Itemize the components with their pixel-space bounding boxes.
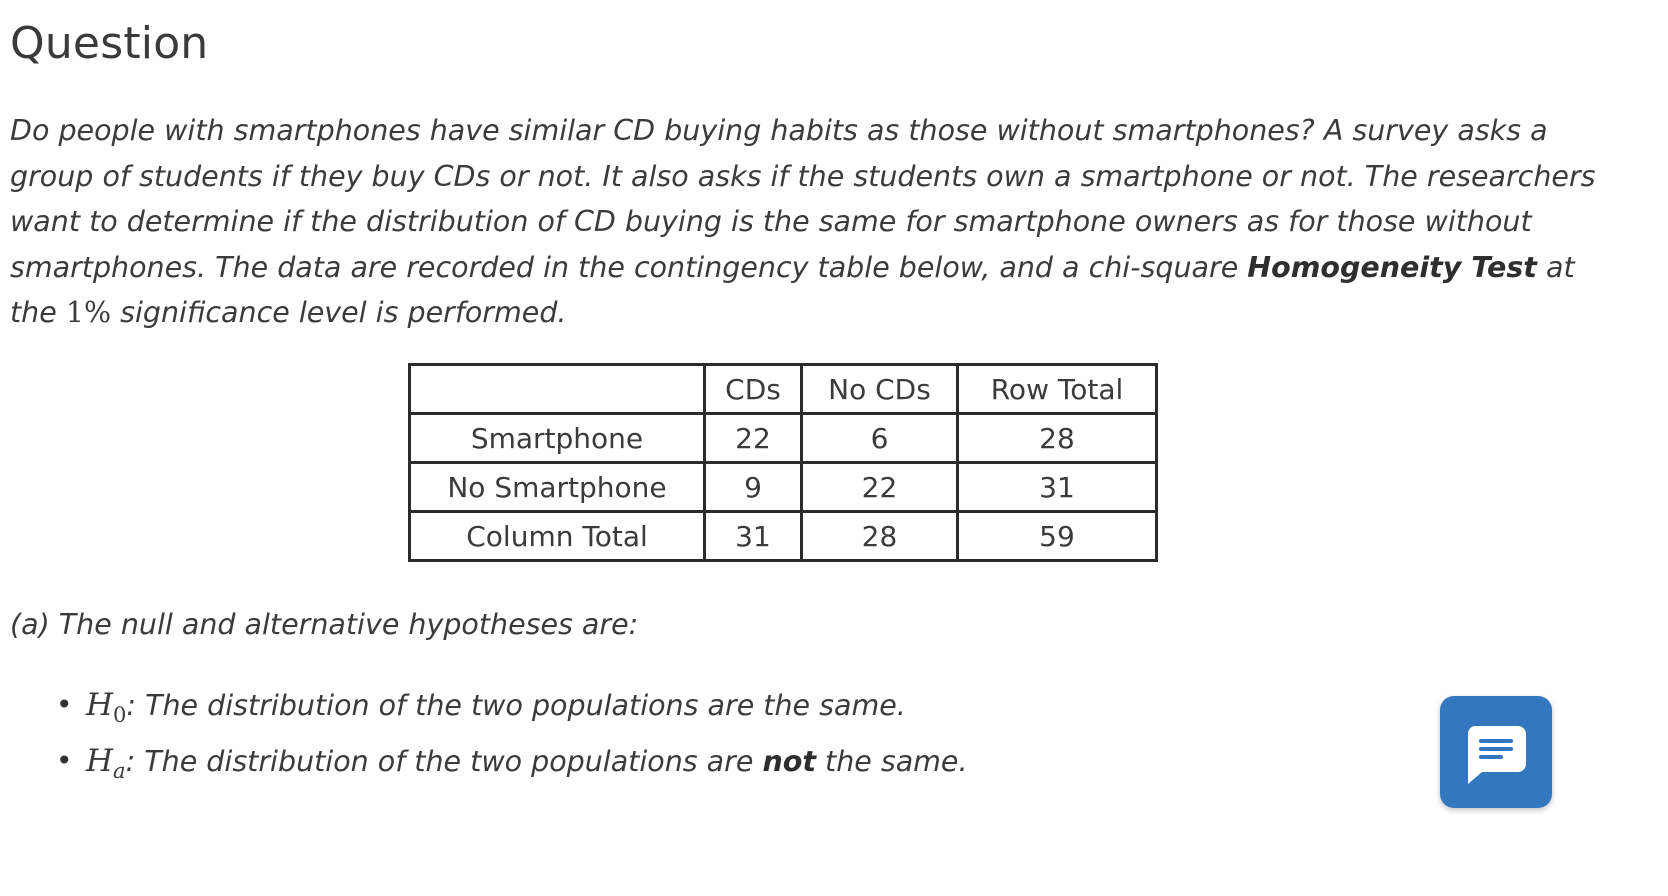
alternative-hypothesis <box>56 738 968 794</box>
table-cell: 6 <box>802 414 958 463</box>
table-cell: 28 <box>802 512 958 561</box>
hypothesis-subscript: 0 <box>113 703 127 728</box>
question-text-part1: Do people with smartphones have similar CD buying habits as those without smartphones? A survey asks a group of students if they buy CDs or not. It also asks if the students own a smartphone or not. The researchers want to determine if the distribution of CD buying is the same for smartphone owners as for those without smartphones. The data are recorded in the contingency table below, and a chi-square <box>10 114 1596 284</box>
alternative-hypothesis-symbol <box>86 743 126 784</box>
page-title: Question <box>10 18 209 69</box>
table-row <box>410 463 1157 512</box>
table-header-cell: No CDs <box>802 365 958 414</box>
table-header-cell: Row Total <box>958 365 1157 414</box>
row-label-cell: No Smartphone <box>410 463 705 512</box>
table-header-row <box>410 365 1157 414</box>
table-header-cell: CDs <box>705 365 802 414</box>
null-hypothesis <box>56 682 968 738</box>
significance-level: 1% <box>65 296 112 329</box>
alternative-hypothesis-bold: not <box>762 745 816 779</box>
table-cell: 59 <box>958 512 1157 561</box>
sub-question-a: (a) The null and alternative hypotheses are: <box>10 608 639 641</box>
contingency-table <box>408 363 1158 562</box>
row-label-cell: Smartphone <box>410 414 705 463</box>
table-cell: 22 <box>802 463 958 512</box>
alternative-hypothesis-text-after: the same. <box>815 745 968 779</box>
table-cell: 28 <box>958 414 1157 463</box>
chat-button[interactable] <box>1440 696 1552 808</box>
table-cell: 31 <box>958 463 1157 512</box>
table-row <box>410 414 1157 463</box>
hypothesis-subscript: a <box>113 759 126 784</box>
row-label-cell: Column Total <box>410 512 705 561</box>
null-hypothesis-text: : The distribution of the two populations are the same. <box>126 689 906 722</box>
hypothesis-letter: H <box>86 743 114 780</box>
chat-bubble-icon <box>1466 726 1526 784</box>
null-hypothesis-symbol <box>86 687 127 728</box>
question-text-bold: Homogeneity Test <box>1247 250 1537 284</box>
table-cell: 31 <box>705 512 802 561</box>
hypotheses-list <box>56 682 968 794</box>
alternative-hypothesis-text-before: : The distribution of the two populations are <box>125 745 763 779</box>
question-text-part2: at the <box>10 250 1575 329</box>
table-row <box>410 512 1157 561</box>
hypothesis-letter: H <box>86 687 114 723</box>
question-text <box>10 108 1600 336</box>
table-cell: 22 <box>705 414 802 463</box>
question-text-part3: significance level is performed. <box>111 296 567 329</box>
table-header-cell <box>410 365 705 414</box>
table-cell: 9 <box>705 463 802 512</box>
